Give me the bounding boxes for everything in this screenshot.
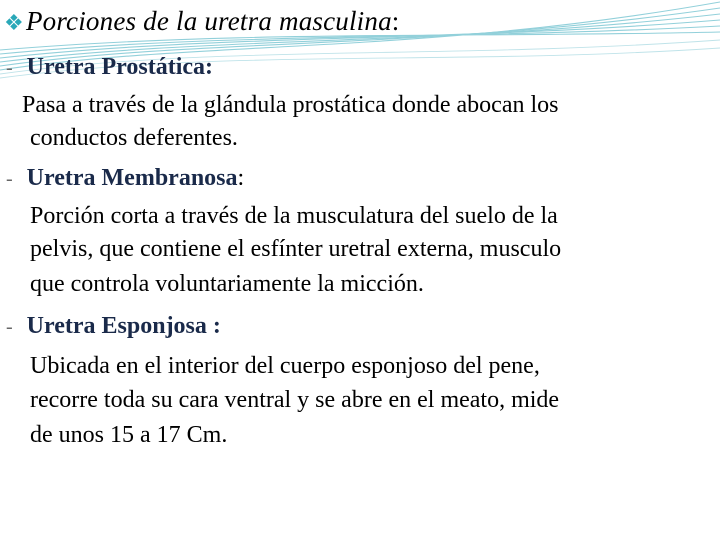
section-heading: Uretra Membranosa [26, 165, 238, 191]
paragraph-line: Ubicada en el interior del cuerpo esponjoso del pene, [30, 353, 540, 379]
section-heading-line [6, 52, 213, 83]
section-heading: Uretra Prostática: [26, 54, 214, 80]
dash-bullet: - [6, 57, 13, 79]
paragraph-line: Porción corta a través de la musculatura del suelo de la [30, 203, 558, 229]
diamond-flower-icon: ❖ [4, 10, 24, 35]
title-text: Porciones de la uretra masculina [25, 6, 392, 36]
paragraph-line: que controla voluntariamente la micción. [30, 271, 424, 297]
dash-bullet: - [6, 168, 13, 190]
paragraph-line: conductos deferentes. [30, 125, 238, 151]
slide-title [4, 6, 400, 37]
section-heading-suffix: : [237, 165, 245, 191]
paragraph-line: de unos 15 a 17 Cm. [30, 422, 228, 448]
section-heading-line [6, 311, 221, 342]
paragraph-line: recorre toda su cara ventral y se abre en el meato, mide [30, 387, 560, 413]
paragraph-line: pelvis, que contiene el esfínter uretral externa, musculo [30, 236, 562, 262]
paragraph-line: Pasa a través de la glándula prostática donde abocan los [22, 92, 559, 118]
section-heading: Uretra Esponjosa : [26, 313, 221, 339]
dash-bullet: - [6, 316, 13, 338]
title-colon: : [391, 6, 400, 36]
section-heading-line [6, 163, 244, 194]
